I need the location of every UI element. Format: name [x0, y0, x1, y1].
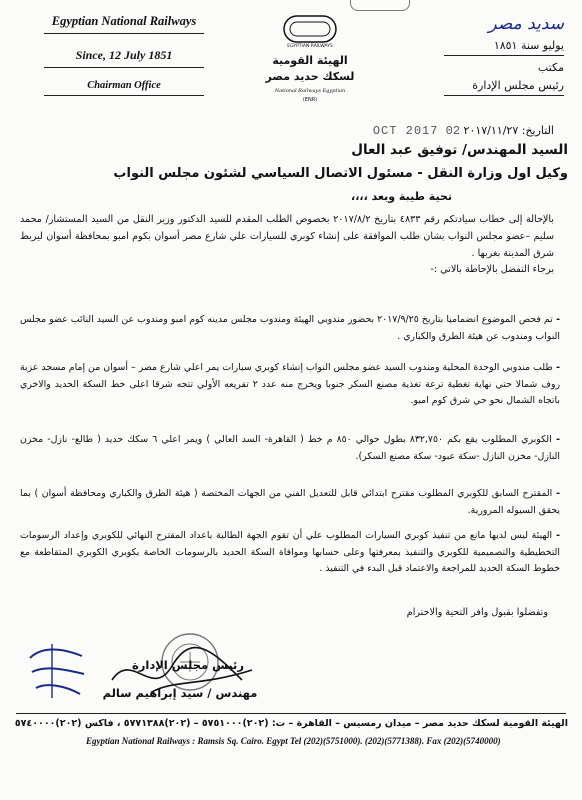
page-corner-mark	[350, 0, 410, 11]
signature-scribble	[92, 640, 272, 712]
list-item: - تم فحص الموضوع انضماميا بتاريخ ٢٠١٧/٩/٢٥ بحضور مندوبي الهيئة ومندوب مجلس مدينه كوم امبو ومندوب عن السيد النائب عضو مجلس النواب ومندوب عن هيئة الطرق والكباري .	[20, 314, 560, 342]
signature-name: مهندس / سيد إبراهيم سالم	[102, 686, 258, 700]
list-item: - الكوبري المطلوب يقع بكم ٨٣٢,٧٥٠ بطول حوالي ٨٥٠ م خط ( القاهرة- السد العالي ) ويمر اعلي ٦ سكك حديد ( طالع- نازل- مخزن النازل- مخزن النازل -سكة عبود- سكة مصنع السكر).	[20, 434, 560, 462]
list-item-text: طلب مندوبي الوحدة المحلية ومندوب السيد عضو مجلس النواب إنشاء كوبري سيارات يمر اعلي شارع مصر – أسوان من إمام مسجد عزبة روف شمالا حتي نهاية تغطية ترعة تغذية مصنع السكر جنوبا ويخرج منه عدد ٢ تفريعه الأولي تتجه شرقا اعلى خط السكة الحديد والاخري باتجاه الشمال نحو حي شرق كوم امبو.	[20, 362, 560, 406]
greeting: تحية طيبة وبعد ،،،،	[351, 190, 452, 203]
date-label: التاريخ:	[521, 124, 554, 137]
list-item: - الهيئة ليس لديها مانع من تنفيذ كوبري السيارات المطلوب علي أن تقوم الجهة الطالبة باعداد المقترح النهائي للكوبري وإعداد الرسومات التخطيطية والتصميمية للكوبري والتنفيذ بمعرفتها وعلى حسابها وموافاة السكة الحديد بالرسومات الخاصة بكوبري الكوبري المتقاطعة مع خطوط السكة الحديد للمراجعة والاعتماد قبل البدء في التنفيذ .	[20, 530, 560, 574]
header-divider	[44, 67, 204, 68]
logo-en-line: National Railways Egyptian	[274, 88, 346, 94]
logo-ar-line2: لسكك حديد مصر	[265, 70, 355, 83]
logo-emblem	[284, 16, 336, 42]
list-item-text: تم فحص الموضوع انضماميا بتاريخ ٢٠١٧/٩/٢٥ بحضور مندوبي الهيئة ومندوب مجلس مدينه كوم امبو ومندوب عن السيد النائب عضو مجلس النواب ومندوب عن هيئة الطرق والكباري .	[20, 314, 560, 342]
list-item-text: المقترح السابق للكوبري المطلوب مقترح ابتدائي قابل للتعديل الفني من الجهات المختصة ( هيئة الطرق والكباري ومحافظة أسوان ) بما يحقق السيوله المرورية.	[20, 488, 560, 516]
founded-en: Since, 12 July 1851	[75, 48, 173, 62]
addressee-title: وكيل اول وزارة النقل - مسئول الاتصال السياسي لشئون مجلس النواب	[113, 166, 568, 181]
header-english	[34, 14, 214, 101]
office-label-ar: مكتب	[537, 61, 564, 74]
received-stamp: 02 OCT 2017	[372, 124, 461, 138]
railways-logo	[256, 14, 364, 106]
signature-title: رئيس مجلس الإدارة	[131, 658, 244, 672]
founded-ar: يوليو سنة ١٨٥١	[493, 39, 564, 52]
header-divider	[44, 33, 204, 34]
body-intro-list: برجاء التفضل بالإحاطة بالاتي :-	[430, 264, 554, 275]
logo-abbr: (ENR)	[302, 97, 318, 103]
header-arabic	[404, 14, 564, 99]
addressee-name: السيد المهندس/ توفيق عبد العال	[351, 142, 568, 158]
footer-english: Egyptian National Railways : Ramsis Sq. Cairo. Egypt Tel (202)(5751000). (202)(5771388). Fax (202)(5740000)	[86, 736, 501, 746]
footer-arabic: الهيئة القومية لسكك حديد مصر – ميدان رمسيس – القاهرة – ت: (٢٠٢)٥٧٥١٠٠٠ – (٢٠٢)٥٧٧١٣٨٨ ، فاكس (٢٠٢)٥٧٤٠٠٠٠	[14, 718, 568, 729]
logo-emblem-inner	[290, 22, 330, 36]
date-value: ٢٠١٧/١١/٢٧	[463, 124, 519, 137]
list-item-text: الهيئة ليس لديها مانع من تنفيذ كوبري السيارات المطلوب علي أن تقوم الجهة الطالبة باعداد المقترح النهائي للكوبري وإعداد الرسومات التخطيطية والتصميمية للكوبري والتنفيذ بمعرفتها وعلى حسابها وموافاة السكة الحديد بالرسومات الخاصة بكوبري الكوبري المتقاطعة مع خطوط السكة الحديد للمراجعة والاعتماد قبل البدء في التنفيذ .	[20, 530, 560, 574]
list-item-text: الكوبري المطلوب يقع بكم ٨٣٢,٧٥٠ بطول حوالي ٨٥٠ م خط ( القاهرة- السد العالي ) ويمر اعلي ٦ سكك حديد ( طالع- نازل- مخزن النازل- مخزن النازل -سكة عبود- سكة مصنع السكر).	[20, 434, 560, 462]
footer-divider	[16, 713, 566, 714]
logo-emblem-text: EGYPTIAN RAILWAYS	[287, 44, 333, 49]
body-paragraph: بالإحالة إلى خطاب سيادتكم رقم ٤٨٣٣ بتاريخ ٢٠١٧/٨/٢ بخصوص الطلب المقدم للسيد الدكتور وزير النقل من السيد المستشار/ محمد سليم –عضو مجلس النواب بشان طلب الموافقة على إنشاء كوبري للسيارات علي شارع مصر أسوان بكوم امبو بمحافظة أسوان ليربط شرق المدينة بغربها .	[20, 214, 554, 259]
office-ar: رئيس مجلس الإدارة	[472, 79, 564, 92]
header-divider	[44, 95, 204, 96]
org-name-en: Egyptian National Railways	[51, 14, 197, 28]
list-item: - طلب مندوبي الوحدة المحلية ومندوب السيد عضو مجلس النواب إنشاء كوبري سيارات يمر اعلي شارع مصر – أسوان من إمام مسجد عزبة روف شمالا حتي نهاية تغطية ترعة تغذية مصنع السكر جنوبا ويخرج منه عدد ٢ تفريعه الأولي تتجه شرقا اعلى خط السكة الحديد والاخري باتجاه الشمال نحو حي شرق كوم امبو.	[20, 362, 561, 406]
header-divider	[444, 95, 564, 96]
header-divider	[444, 55, 564, 56]
office-en: Chairman Office	[87, 80, 161, 91]
closing-line: وتفضلوا بقبول وافر التحية والاحترام	[406, 607, 548, 618]
logo-ar-line1: الهيئة القومية	[272, 54, 348, 67]
date-row	[373, 124, 554, 138]
list-item: - المقترح السابق للكوبري المطلوب مقترح ابتدائي قابل للتعديل الفني من الجهات المختصة ( هيئة الطرق والكباري ومحافظة أسوان ) بما يحقق السيوله المرورية.	[20, 488, 560, 516]
handwritten-note: سديد مصر	[488, 14, 564, 34]
